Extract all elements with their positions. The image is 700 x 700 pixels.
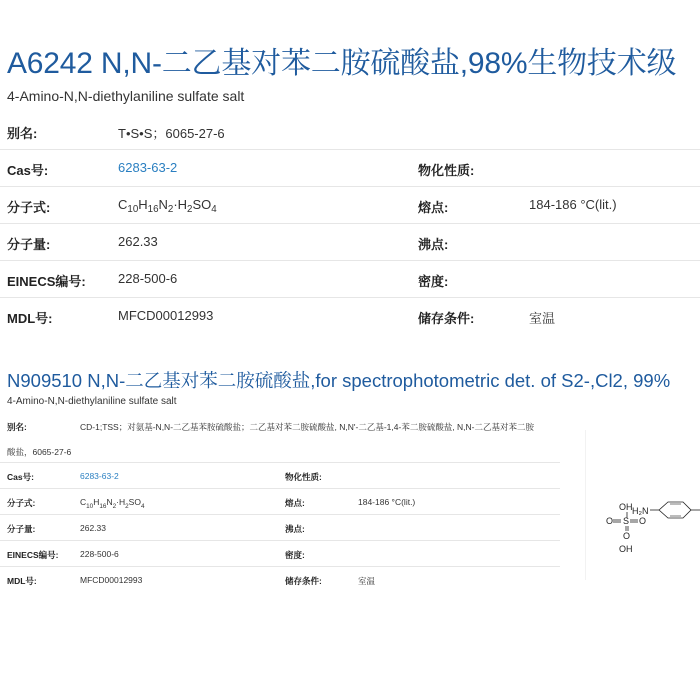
mp-label: 熔点:	[418, 200, 449, 215]
einecs-value: 228-500-6	[118, 271, 178, 286]
table-row	[0, 463, 560, 489]
mdl-value: MFCD00012993	[118, 308, 214, 323]
alias-label: 别名:	[7, 422, 27, 432]
h2n-label: H₂N	[632, 506, 649, 516]
oh-bottom-label: OH	[619, 544, 633, 554]
table-row	[0, 489, 560, 515]
product-title: A6242 N,N-二乙基对苯二胺硫酸盐,98%生物技术级	[7, 47, 677, 80]
table-row	[0, 224, 700, 261]
bp-label: 沸点:	[418, 237, 449, 252]
o-bottom-label: O	[623, 531, 631, 541]
mdl-value: MFCD00012993	[80, 575, 143, 585]
cas-label: Cas号:	[7, 472, 34, 482]
mw-value: 262.33	[80, 523, 106, 533]
chemical-structure-image	[585, 430, 700, 580]
s-label: S	[623, 516, 630, 526]
cas-link[interactable]: 6283-63-2	[118, 160, 178, 175]
alias-value: T•S•S；6065-27-6	[118, 126, 225, 141]
mdl-label: MDL号:	[7, 576, 37, 586]
density-label: 密度:	[285, 550, 305, 560]
alias-value-continued: 酸盐，6065-27-6	[7, 447, 72, 457]
table-row	[0, 411, 560, 463]
table-row	[0, 150, 700, 187]
formula-label: 分子式:	[7, 498, 36, 508]
mw-value: 262.33	[118, 234, 158, 249]
einecs-label: EINECS编号:	[7, 274, 86, 289]
table-row	[0, 515, 560, 541]
storage-value: 室温	[358, 576, 376, 586]
alias-label: 别名:	[7, 126, 38, 141]
table-row	[0, 541, 560, 567]
cas-link[interactable]: 6283-63-2	[80, 471, 119, 481]
product2-info-table	[0, 411, 560, 592]
storage-label: 储存条件:	[418, 311, 475, 326]
cas-label: Cas号:	[7, 163, 49, 178]
einecs-value: 228-500-6	[80, 549, 119, 559]
storage-label: 储存条件:	[285, 576, 322, 586]
o-right-label: O	[639, 516, 647, 526]
table-row	[0, 298, 700, 334]
product2-title: N909510 N,N-二乙基对苯二胺硫酸盐,for spectrophotometric det. of S2-,Cl2, 99%	[7, 370, 671, 391]
mp-value: 184-186 °C(lit.)	[358, 497, 416, 507]
bp-label: 沸点:	[285, 524, 305, 534]
alias-value: CD-1;TSS；对氨基-N,N-二乙基苯胺硫酸盐；二乙基对苯二胺硫酸盐, N,N'-二乙基-1,4-苯二胺硫酸盐, N,N-二乙基对苯二胺	[80, 422, 535, 432]
phys-label: 物化性质:	[418, 163, 475, 178]
oh-top-label: OH	[619, 502, 633, 512]
mp-value: 184-186 °C(lit.)	[529, 197, 617, 212]
mdl-label: MDL号:	[7, 311, 53, 326]
table-row	[0, 261, 700, 298]
mw-label: 分子量:	[7, 524, 36, 534]
table-row	[0, 187, 700, 224]
formula-value: $C_{10}H_{16}N_2\cdot H_2SO_4$	[118, 197, 217, 215]
einecs-label: EINECS编号:	[7, 550, 59, 560]
product-subtitle: 4-Amino-N,N-diethylaniline sulfate salt	[7, 88, 245, 104]
density-label: 密度:	[418, 274, 449, 289]
formula-label: 分子式:	[7, 200, 51, 215]
o-left-label: O	[606, 516, 614, 526]
product-info-table	[0, 113, 700, 334]
mp-label: 熔点:	[285, 498, 305, 508]
table-row	[0, 113, 700, 150]
formula-value: $C_{10}H_{16}N_2\cdot H_2SO_4$	[80, 497, 145, 510]
mw-label: 分子量:	[7, 237, 51, 252]
product2-subtitle: 4-Amino-N,N-diethylaniline sulfate salt	[7, 396, 177, 407]
storage-value: 室温	[529, 311, 556, 326]
phys-label: 物化性质:	[285, 472, 322, 482]
table-row	[0, 567, 560, 592]
